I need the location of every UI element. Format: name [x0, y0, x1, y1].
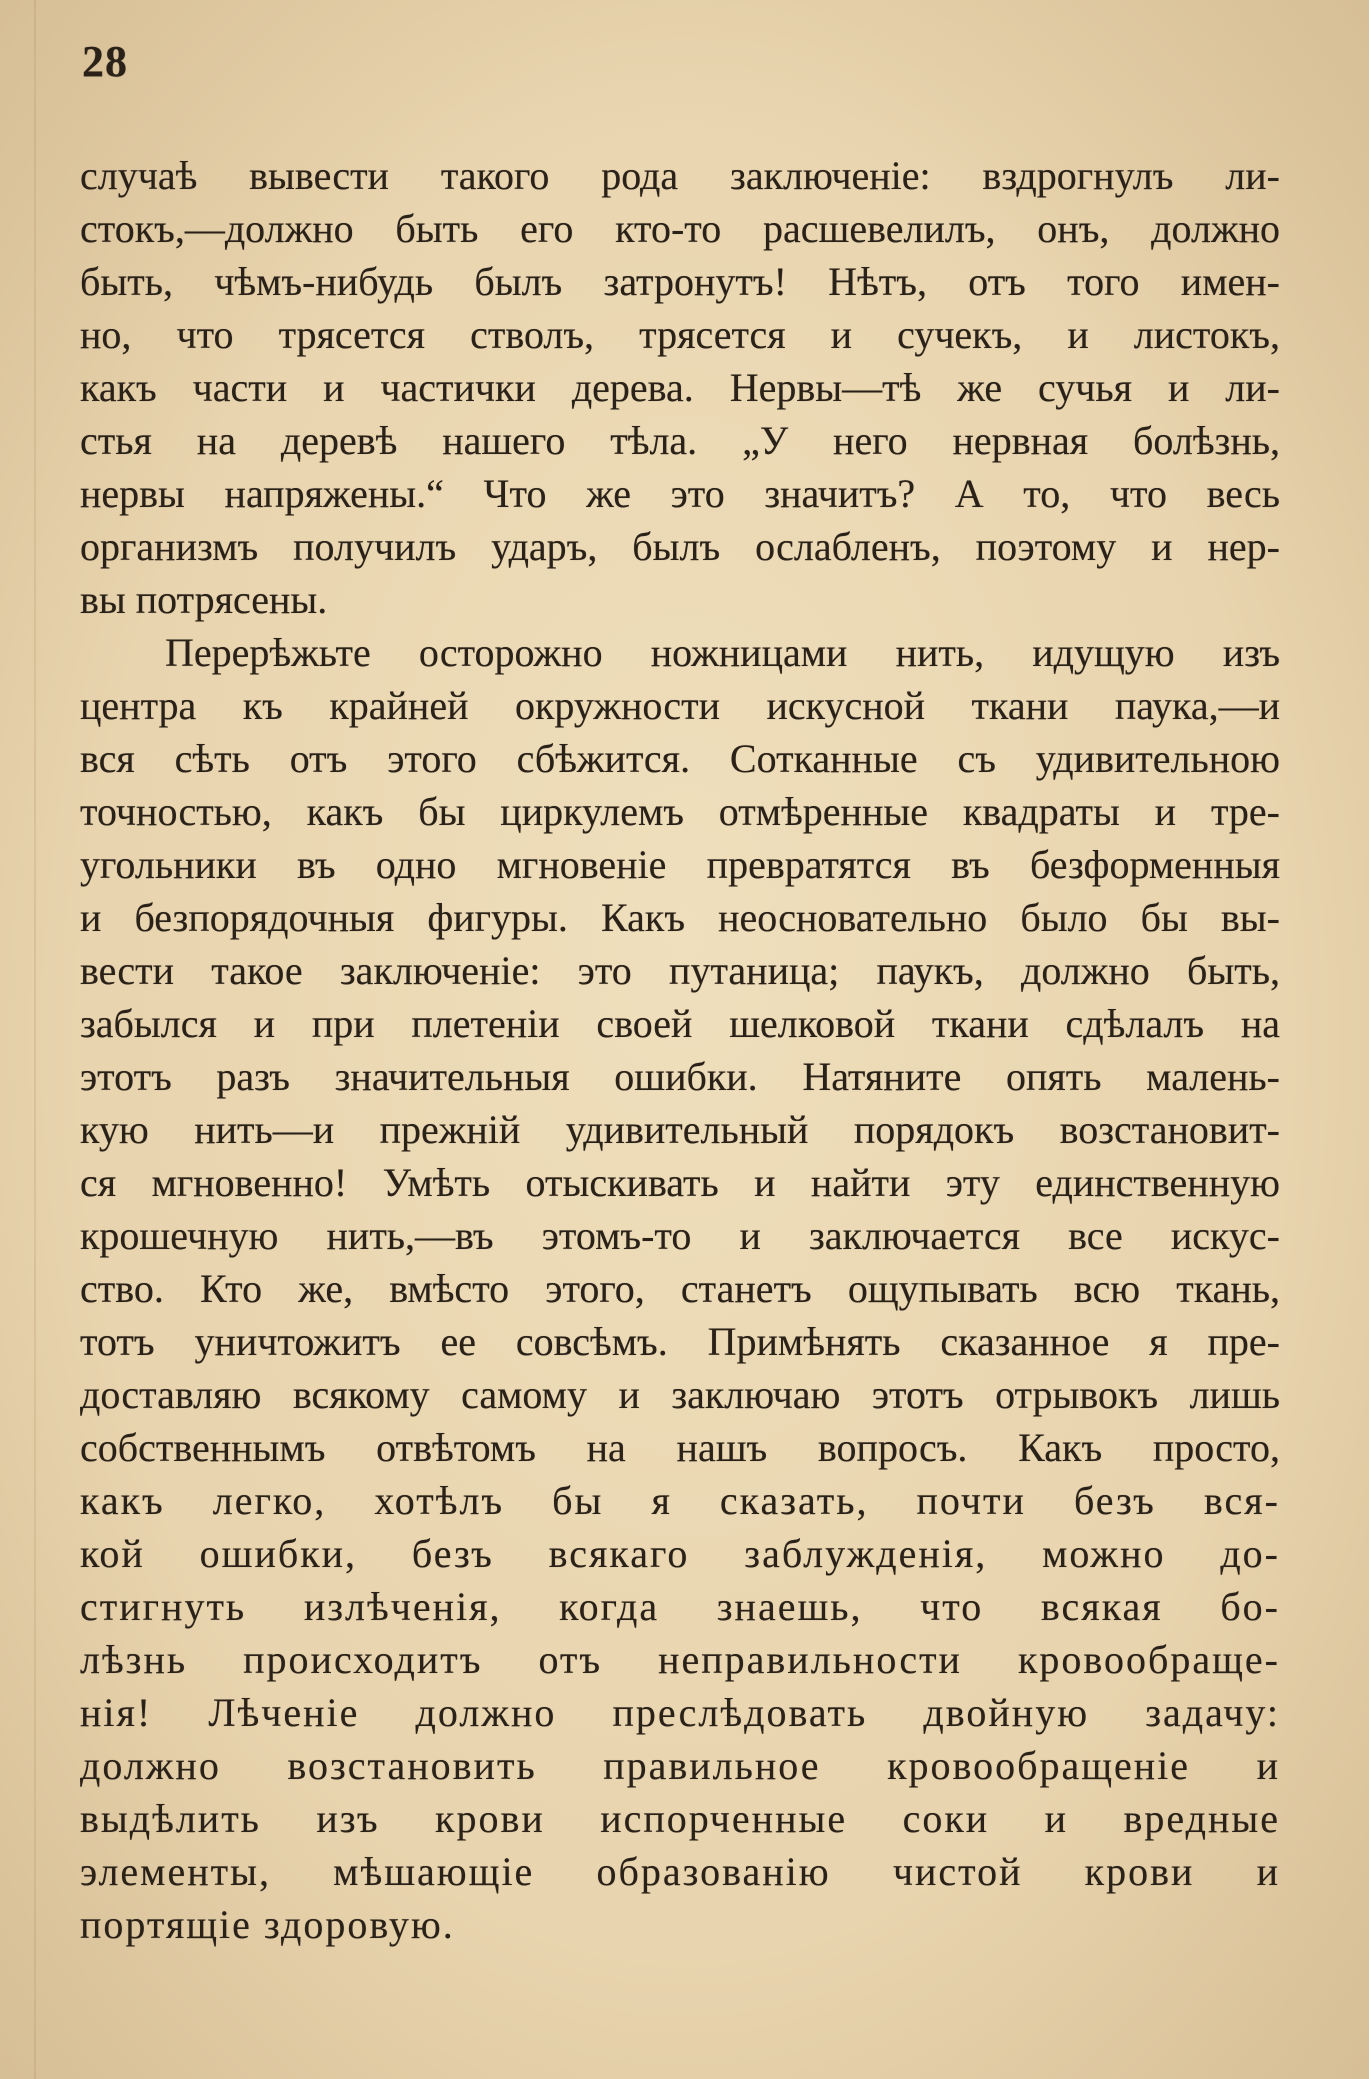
text-line: вы потрясены. [80, 577, 328, 622]
paragraph [80, 626, 1280, 1951]
text-line: кую нить—и прежній удивительный порядокъ возстановит- [80, 1107, 1280, 1152]
text-line: вся сѣть отъ этого сбѣжится. Сотканные съ удивительною [80, 736, 1280, 781]
text-line: быть, чѣмъ-нибудь былъ затронутъ! Нѣтъ, отъ того имен- [80, 259, 1280, 304]
paragraph [80, 149, 1280, 626]
text-line: доставляю всякому самому и заключаю этотъ отрывокъ лишь [80, 1372, 1280, 1417]
text-line: стокъ,—должно быть его кто-то расшевелилъ, онъ, должно [80, 206, 1280, 251]
text-line: какъ легко, хотѣлъ бы я сказать, почти безъ вся- [80, 1478, 1280, 1523]
text-line: ство. Кто же, вмѣсто этого, станетъ ощупывать всю ткань, [80, 1266, 1280, 1311]
text-line: выдѣлить изъ крови испорченные соки и вредные [80, 1796, 1280, 1841]
text-line: портящіе здоровую. [80, 1902, 455, 1947]
page-number: 28 [82, 37, 128, 86]
text-line: вести такое заключеніе: это путаница; паукъ, должно быть, [80, 948, 1280, 993]
text-line: элементы, мѣшающіе образованію чистой крови и [80, 1849, 1280, 1894]
text-line: лѣзнь происходитъ отъ неправильности кровообраще- [80, 1637, 1280, 1682]
page-crease [34, 0, 36, 2079]
text-line: организмъ получилъ ударъ, былъ ослабленъ, поэтому и нер- [80, 524, 1280, 569]
text-line: собственнымъ отвѣтомъ на нашъ вопросъ. Какъ просто, [80, 1425, 1280, 1470]
text-line: забылся и при плетеніи своей шелковой ткани сдѣлалъ на [80, 1001, 1280, 1046]
text-line: кой ошибки, безъ всякаго заблужденія, можно до- [80, 1531, 1280, 1576]
text-line: тотъ уничтожитъ ее совсѣмъ. Примѣнять сказанное я пре- [80, 1319, 1280, 1364]
text-line: нервы напряжены.“ Что же это значитъ? А то, что весь [80, 471, 1280, 516]
text-line: должно возстановить правильное кровообращеніе и [80, 1743, 1280, 1788]
text-line: стигнуть излѣченія, когда знаешь, что всякая бо- [80, 1584, 1280, 1629]
text-line: угольники въ одно мгновеніе превратятся въ безформенныя [80, 842, 1280, 887]
text-line: Перерѣжьте осторожно ножницами нить, идущую изъ [165, 630, 1280, 675]
text-line: и безпорядочныя фигуры. Какъ неосновательно было бы вы- [80, 895, 1280, 940]
body-text [80, 149, 1280, 1951]
text-line: точностью, какъ бы циркулемъ отмѣренные квадраты и тре- [80, 789, 1280, 834]
text-line: этотъ разъ значительныя ошибки. Натяните опять малень- [80, 1054, 1280, 1099]
text-line: крошечную нить,—въ этомъ-то и заключается все искус- [80, 1213, 1280, 1258]
text-line: случаѣ вывести такого рода заключеніе: вздрогнулъ ли- [80, 153, 1280, 198]
text-line: какъ части и частички дерева. Нервы—тѣ же сучья и ли- [80, 365, 1280, 410]
text-line: ся мгновенно! Умѣть отыскивать и найти эту единственную [80, 1160, 1280, 1205]
text-line: стья на деревѣ нашего тѣла. „У него нервная болѣзнь, [80, 418, 1280, 463]
text-line: но, что трясется стволъ, трясется и сучекъ, и листокъ, [80, 312, 1280, 357]
text-line: нія! Лѣченіе должно преслѣдовать двойную задачу: [80, 1690, 1280, 1735]
text-line: центра къ крайней окружности искусной ткани паука,—и [80, 683, 1280, 728]
